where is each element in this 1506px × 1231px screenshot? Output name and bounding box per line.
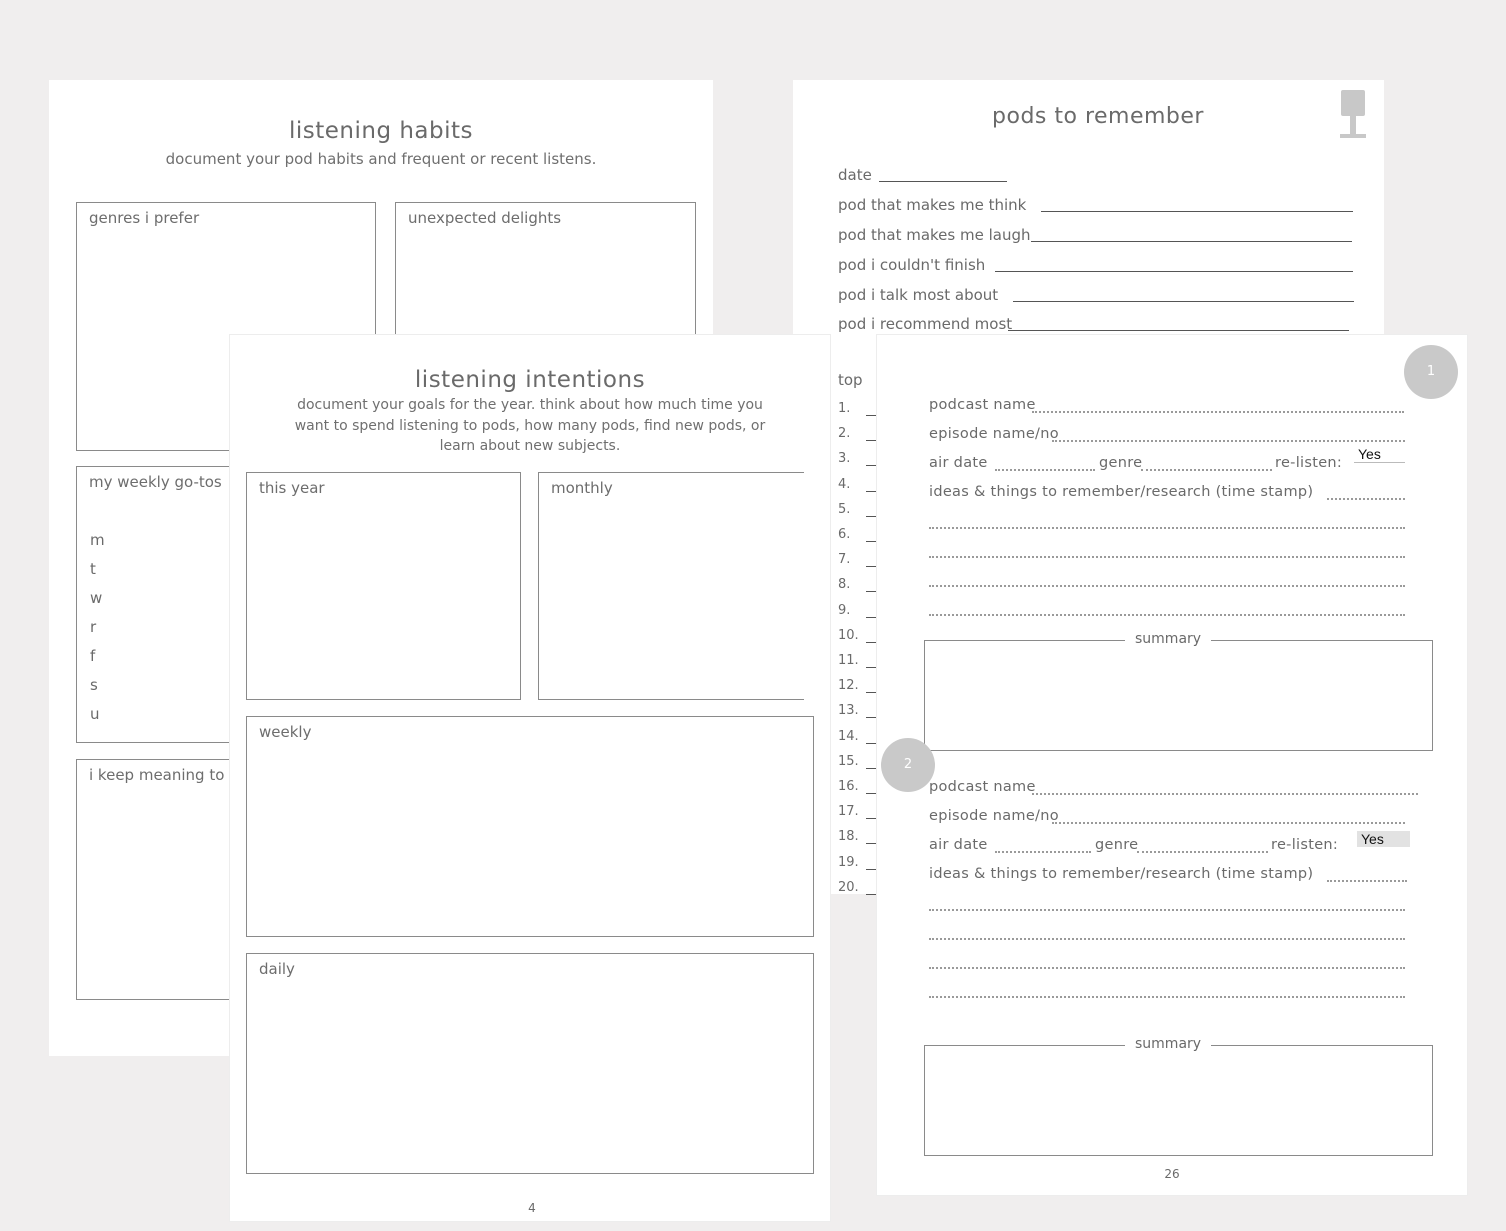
prompt-think-line[interactable]	[1041, 211, 1353, 212]
intentions-title: listening intentions	[414, 367, 646, 393]
top-list-line[interactable]	[866, 743, 876, 744]
entry-badge: 1	[1404, 345, 1458, 399]
habits-subtitle: document your pod habits and frequent or recent listens.	[165, 150, 597, 168]
genre-label: genre	[1095, 837, 1139, 853]
top-list-number: 4.	[838, 476, 851, 492]
intentions-subtitle-line-3: learn about new subjects.	[439, 438, 621, 454]
top-list-line[interactable]	[866, 415, 876, 416]
top-list-line[interactable]	[866, 793, 876, 794]
day-label: m	[90, 531, 105, 549]
prompt-talk-line[interactable]	[1013, 301, 1354, 302]
prompt-think: pod that makes me think	[838, 196, 1027, 214]
top-label: top	[838, 371, 863, 389]
day-label: t	[90, 560, 96, 578]
ideas-field[interactable]	[1327, 880, 1407, 882]
air-date-label: air date	[929, 837, 988, 853]
top-list-number: 1.	[838, 401, 851, 416]
top-list-number: 19.	[838, 854, 859, 870]
top-list-line[interactable]	[866, 440, 876, 441]
top-list-line[interactable]	[866, 894, 876, 895]
podcast-name-label: podcast name	[929, 397, 1036, 413]
weekly-gotos-label: my weekly go-tos	[89, 473, 222, 491]
day-label: w	[90, 589, 103, 607]
air-date-field[interactable]	[995, 469, 1095, 471]
podcast-name-label: podcast name	[929, 779, 1036, 795]
notes-line[interactable]	[929, 967, 1405, 969]
intentions-subtitle-line-1: document your goals for the year. think about how much time you	[297, 397, 763, 413]
page-number: 4	[528, 1201, 536, 1215]
daily-label: daily	[259, 960, 295, 978]
notes-line[interactable]	[929, 909, 1405, 911]
intentions-subtitle-line-2: want to spend listening to pods, how many pods, find new pods, or	[294, 418, 766, 434]
remember-title: pods to remember	[992, 104, 1204, 129]
episode-field[interactable]	[1052, 440, 1405, 442]
genres-label: genres i prefer	[89, 209, 200, 227]
notes-line[interactable]	[929, 527, 1405, 529]
top-list-number: 14.	[838, 728, 859, 744]
top-list-number: 6.	[838, 527, 851, 542]
prompt-unfinished: pod i couldn't finish	[838, 256, 986, 274]
this-year-box[interactable]	[246, 472, 521, 700]
top-list-number: 15.	[838, 753, 859, 769]
page-number: 26	[1164, 1167, 1180, 1181]
top-list-number: 11.	[838, 653, 859, 668]
top-list-line[interactable]	[866, 591, 876, 592]
relisten-select[interactable]: Yes	[1354, 446, 1405, 463]
genre-field[interactable]	[1137, 851, 1268, 853]
episode-field[interactable]	[1052, 822, 1405, 824]
ideas-field[interactable]	[1327, 498, 1405, 500]
top-list-number: 16.	[838, 779, 859, 794]
notes-line[interactable]	[929, 614, 1405, 616]
top-list-line[interactable]	[866, 692, 876, 693]
air-date-label: air date	[929, 455, 988, 471]
relisten-label: re-listen:	[1271, 837, 1339, 853]
prompt-recommend: pod i recommend most	[838, 315, 1013, 333]
date-label: date	[838, 166, 872, 184]
top-list-number: 3.	[838, 451, 851, 467]
summary-box[interactable]	[924, 1045, 1433, 1156]
page-listening-intentions	[230, 335, 830, 1221]
monthly-box[interactable]	[538, 472, 804, 700]
top-list-number: 20.	[838, 879, 859, 895]
top-list-number: 13.	[838, 703, 859, 719]
top-list-line[interactable]	[866, 843, 876, 844]
date-line[interactable]	[879, 181, 1007, 182]
relisten-label: re-listen:	[1275, 455, 1343, 471]
top-list-number: 17.	[838, 804, 859, 820]
delights-label: unexpected delights	[408, 209, 562, 227]
top-list-line[interactable]	[866, 516, 876, 517]
day-label: r	[90, 618, 97, 636]
prompt-laugh-line[interactable]	[1031, 241, 1352, 242]
top-list-line[interactable]	[866, 768, 876, 769]
air-date-field[interactable]	[995, 851, 1091, 853]
summary-label: summary	[1125, 1036, 1211, 1052]
top-list-number: 10.	[838, 627, 859, 643]
notes-line[interactable]	[929, 556, 1405, 558]
ideas-label: ideas & things to remember/research (time stamp)	[929, 484, 1314, 500]
day-label: f	[90, 647, 96, 665]
top-list-line[interactable]	[866, 617, 876, 618]
relisten-select[interactable]: Yes	[1357, 831, 1410, 847]
episode-label: episode name/no	[929, 426, 1059, 442]
top-list-number: 7.	[838, 552, 851, 568]
meaning-to-label: i keep meaning to	[89, 766, 225, 784]
prompt-recommend-line[interactable]	[1008, 330, 1349, 331]
page-podcast-log	[877, 335, 1467, 1195]
top-list-number: 8.	[838, 577, 851, 593]
weekly-label: weekly	[259, 723, 312, 741]
this-year-label: this year	[259, 479, 325, 497]
genre-field[interactable]	[1141, 469, 1272, 471]
top-list-number: 9.	[838, 602, 851, 618]
episode-label: episode name/no	[929, 808, 1059, 824]
habits-title: listening habits	[288, 118, 474, 144]
genre-label: genre	[1099, 455, 1143, 471]
top-list-number: 18.	[838, 829, 859, 845]
prompt-talk: pod i talk most about	[838, 286, 999, 304]
top-list-number: 12.	[838, 678, 859, 694]
entry-badge: 2	[881, 738, 935, 792]
podcast-name-field[interactable]	[1032, 411, 1404, 413]
weekly-box[interactable]	[246, 716, 814, 937]
top-list-line[interactable]	[866, 667, 876, 668]
wine-glass-icon	[1339, 90, 1367, 140]
top-list-number: 2.	[838, 426, 851, 442]
notes-line[interactable]	[929, 996, 1405, 998]
summary-label: summary	[1125, 631, 1211, 647]
notes-line[interactable]	[929, 938, 1405, 940]
top-list-line[interactable]	[866, 818, 876, 819]
top-list-line[interactable]	[866, 465, 876, 466]
daily-box[interactable]	[246, 953, 814, 1174]
top-list-line[interactable]	[866, 717, 876, 718]
day-label: u	[90, 705, 100, 723]
top-list-line[interactable]	[866, 869, 876, 870]
notes-line[interactable]	[929, 585, 1405, 587]
day-label: s	[90, 676, 98, 694]
podcast-name-field[interactable]	[1032, 793, 1418, 795]
summary-box[interactable]	[924, 640, 1433, 751]
top-list-number: 5.	[838, 501, 851, 517]
prompt-unfinished-line[interactable]	[995, 271, 1353, 272]
top-list-line[interactable]	[866, 642, 876, 643]
top-list-line[interactable]	[866, 491, 876, 492]
top-list-line[interactable]	[866, 541, 876, 542]
top-list-line[interactable]	[866, 566, 876, 567]
prompt-laugh: pod that makes me laugh	[838, 226, 1031, 244]
monthly-label: monthly	[551, 479, 613, 497]
ideas-label: ideas & things to remember/research (time stamp)	[929, 866, 1314, 882]
